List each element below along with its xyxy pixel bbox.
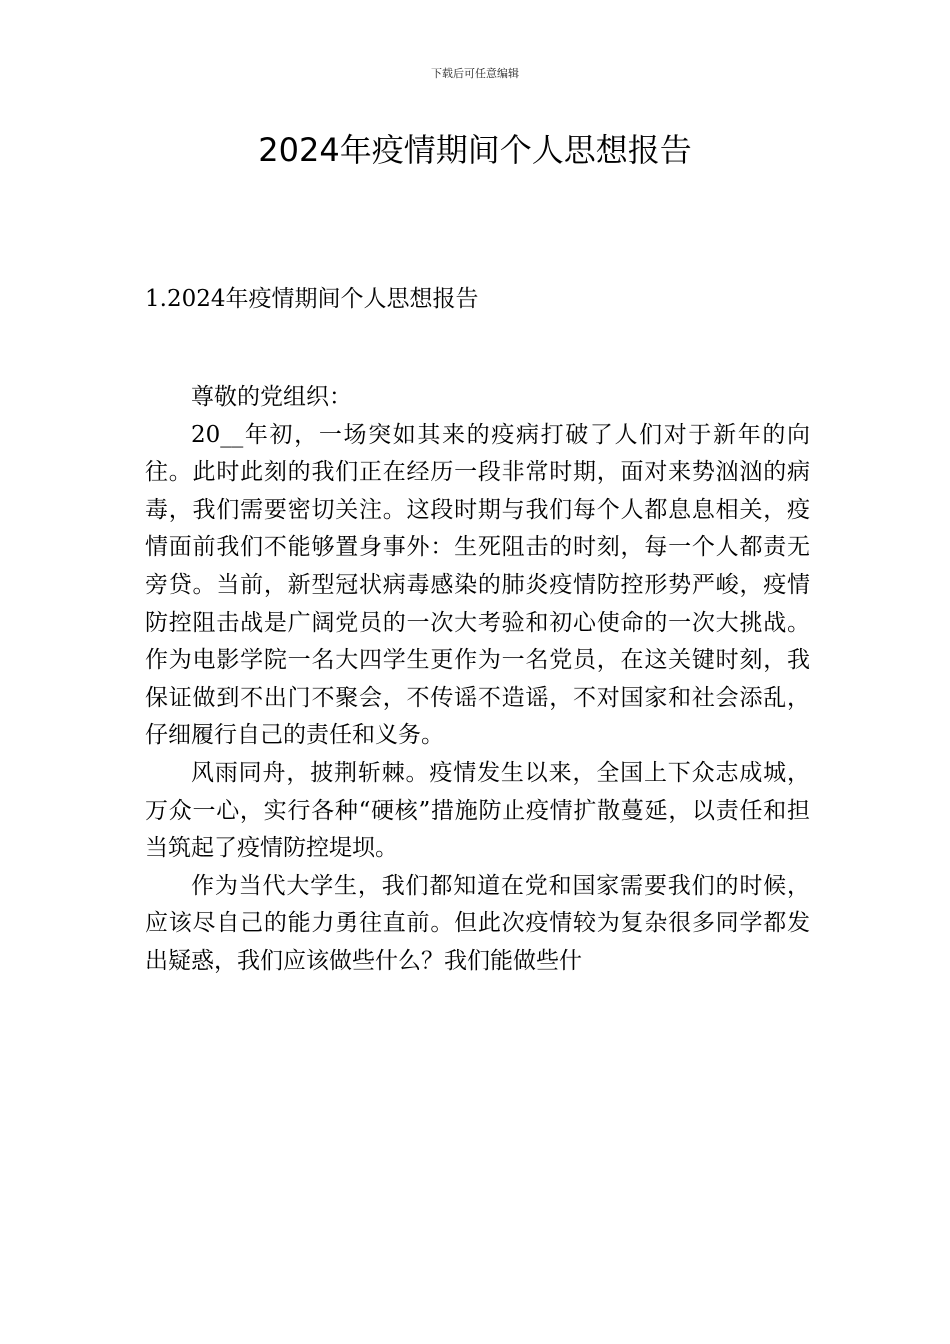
- paragraph: 风雨同舟，披荆斩棘。疫情发生以来，全国上下众志成城，万众一心，实行各种“硬核”措施防止疫情扩散蔓延，以责任和担当筑起了疫情防控堤坝。: [145, 759, 810, 862]
- body-text: [145, 379, 810, 981]
- page-title: 2024年疫情期间个人思想报告: [258, 131, 692, 169]
- salutation: 尊敬的党组织：: [191, 384, 352, 410]
- section-heading: 1.2024年疫情期间个人思想报告: [145, 286, 479, 312]
- paragraph: 作为当代大学生，我们都知道在党和国家需要我们的时候，应该尽自己的能力勇往直前。但此次疫情较为复杂很多同学都发出疑惑，我们应该做些什么？我们能做些什: [145, 872, 810, 974]
- header-note: 下载后可任意编辑: [431, 67, 519, 80]
- paragraph: 20__年初，一场突如其来的疫病打破了人们对于新年的向往。此时此刻的我们正在经历一段非常时期，面对来势汹汹的病毒，我们需要密切关注。这段时期与我们每个人都息息相关，疫情面前我们不能够置身事外：生死阻击的时刻，每一个人都责无旁贷。当前，新型冠状病毒感染的肺炎疫情防控形势严峻，疫情防控阻击战是广阔党员的一次大考验和初心使命的一次大挑战。作为电影学院一名大四学生更作为一名党员，在这关键时刻，我保证做到不出门不聚会，不传谣不造谣，不对国家和社会添乱，仔细履行自己的责任和义务。: [145, 421, 810, 749]
